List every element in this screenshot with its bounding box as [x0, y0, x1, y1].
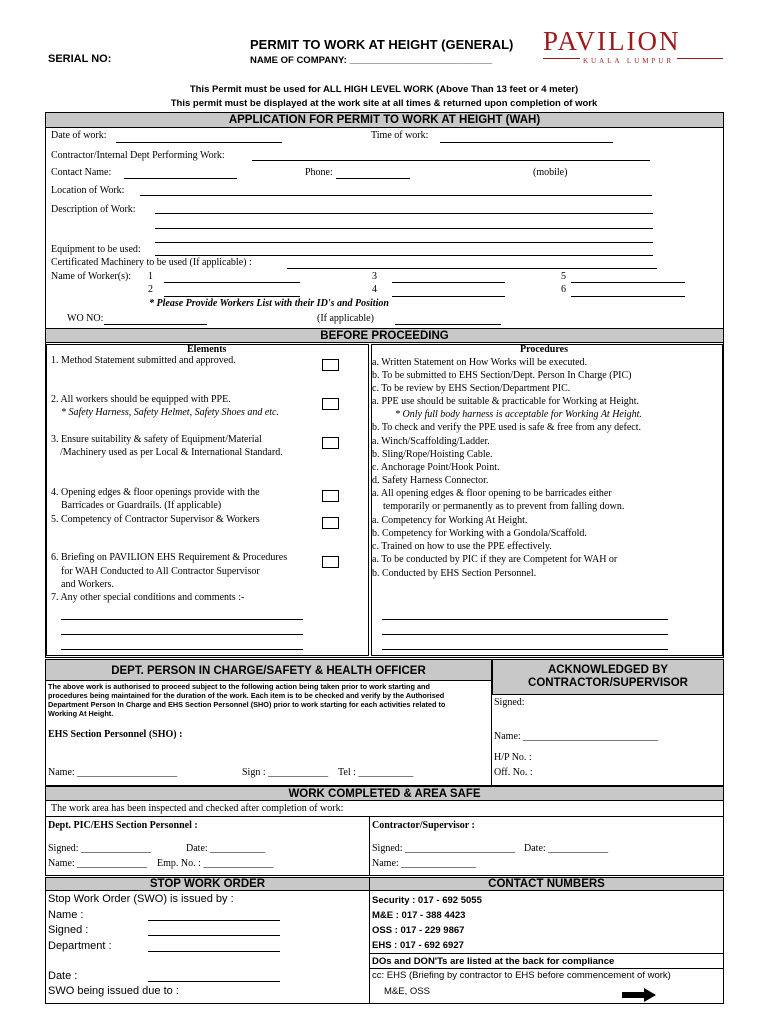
swo-date-field[interactable]: [148, 981, 280, 982]
procedure-13: a. Competency for Working At Height.: [372, 515, 528, 526]
element-6: 6. Briefing on PAVILION EHS Requirement & Procedures: [51, 552, 288, 563]
comments-line-3[interactable]: [61, 649, 303, 650]
swo-band: STOP WORK ORDER: [45, 877, 370, 891]
swo-signed-field[interactable]: [148, 935, 280, 936]
swo-name-label: Name :: [48, 909, 84, 921]
procedure-comments-line-1[interactable]: [382, 619, 668, 620]
date-of-work-field[interactable]: [116, 142, 282, 143]
completed-right-date[interactable]: Date: ____________: [524, 843, 609, 854]
procedure-comments-line-2[interactable]: [382, 634, 668, 635]
if-applicable-label: (If applicable): [317, 313, 374, 324]
completed-left-header: Dept. PIC/EHS Section Personnel :: [48, 820, 198, 831]
date-of-work-label: Date of work:: [51, 130, 107, 141]
arrow-right-icon: [622, 988, 656, 1002]
procedure-12: temporarily or permanently as to prevent from falling down.: [383, 501, 625, 512]
phone-label: Phone:: [305, 167, 333, 178]
mobile-label: (mobile): [533, 167, 568, 178]
element-4-cont: Barricades or Guardrails. (If applicable): [61, 500, 222, 511]
description-field-3[interactable]: [155, 242, 653, 243]
dept-paragraph-3: Department Person In Charge and EHS Section Personnel (SHO) prior to work starting for each activities related to: [48, 700, 446, 709]
procedure-9: c. Anchorage Point/Hook Point.: [372, 462, 500, 473]
dept-band: DEPT. PERSON IN CHARGE/SAFETY & HEALTH OFFICER: [45, 659, 492, 681]
sho-label: EHS Section Personnel (SHO) :: [48, 729, 183, 740]
completed-right-header: Contractor/Supervisor :: [372, 820, 475, 831]
serial-label: SERIAL NO:: [48, 53, 112, 65]
comments-line-1[interactable]: [61, 619, 303, 620]
equipment-field[interactable]: [155, 255, 653, 256]
worker-field-2[interactable]: [164, 296, 300, 297]
ack-name[interactable]: Name: ___________________________: [494, 731, 659, 742]
application-band: APPLICATION FOR PERMIT TO WORK AT HEIGHT (WAH): [45, 112, 724, 128]
description-label: Description of Work:: [51, 204, 136, 215]
comments-line-2[interactable]: [61, 634, 303, 635]
swo-date-label: Date :: [48, 970, 78, 982]
worker-field-4[interactable]: [392, 296, 505, 297]
element-2-note: * Safety Harness, Safety Helmet, Safety Shoes and etc.: [61, 407, 279, 418]
worker-field-6[interactable]: [571, 296, 685, 297]
sho-sign[interactable]: Sign : ____________: [242, 767, 329, 778]
swo-issued-label: Stop Work Order (SWO) is issued by :: [48, 893, 234, 905]
completed-left-signed[interactable]: Signed: ______________: [48, 843, 152, 854]
procedure-5: * Only full body harness is acceptable for Working At Height.: [395, 409, 642, 420]
sho-tel[interactable]: Tel : ___________: [338, 767, 414, 778]
swo-department-label: Department :: [48, 940, 112, 952]
element-2: 2. All workers should be equipped with PPE.: [51, 394, 231, 405]
location-field[interactable]: [140, 195, 652, 196]
element-7: 7. Any other special conditions and comments :-: [51, 592, 245, 603]
element-5: 5. Competency of Contractor Supervisor & Workers: [51, 514, 260, 525]
completed-divider: [369, 817, 370, 876]
contact-ehs: EHS : 017 - 692 6927: [372, 940, 464, 951]
description-field-2[interactable]: [155, 228, 653, 229]
procedure-7: a. Winch/Scaffolding/Ladder.: [372, 436, 490, 447]
procedure-11: a. All opening edges & floor opening to be barricades either: [372, 488, 612, 499]
dept-paragraph-4: Working At Height.: [48, 709, 114, 718]
procedure-1: a. Written Statement on How Works will be executed.: [372, 357, 588, 368]
element-6-checkbox[interactable]: [322, 556, 339, 568]
dept-divider: [491, 681, 492, 786]
completed-left-date[interactable]: Date: ___________: [186, 843, 266, 854]
completed-left-name[interactable]: Name: ______________: [48, 858, 148, 869]
contacts-band: CONTACT NUMBERS: [369, 877, 724, 891]
form-title: PERMIT TO WORK AT HEIGHT (GENERAL): [250, 37, 514, 52]
contractor-field[interactable]: [252, 160, 650, 161]
company-label: NAME OF COMPANY: ___________________________: [250, 55, 493, 66]
machinery-label: Certificated Machinery to be used (If applicable) :: [51, 257, 252, 268]
completed-rule: [45, 816, 724, 817]
contact-name-field[interactable]: [124, 178, 237, 179]
element-4: 4. Opening edges & floor openings provide with the: [51, 487, 260, 498]
ack-band-line1: ACKNOWLEDGED BY: [547, 664, 669, 676]
worker-field-5[interactable]: [571, 282, 685, 283]
contact-me: M&E : 017 - 388 4423: [372, 910, 466, 921]
procedure-2: b. To be submitted to EHS Section/Dept. Person In Charge (PIC): [372, 370, 632, 381]
element-1-checkbox[interactable]: [322, 359, 339, 371]
equipment-label: Equipment to be used:: [51, 244, 141, 255]
swo-due-label: SWO being issued due to :: [48, 985, 179, 997]
ack-band-line2: CONTRACTOR/SUPERVISOR: [528, 677, 688, 689]
workers-note: * Please Provide Workers List with their ID's and Position: [149, 298, 389, 309]
element-3-checkbox[interactable]: [322, 437, 339, 449]
logo-sub: KUALA LUMPUR: [580, 57, 677, 65]
worker-field-3[interactable]: [392, 282, 505, 283]
contacts-rule-2: [370, 968, 724, 969]
phone-field[interactable]: [336, 178, 410, 179]
contact-cc: cc: EHS (Briefing by contractor to EHS before commencement of work): [372, 970, 671, 981]
procedure-15: c. Trained on how to use the PPE effectively.: [372, 541, 552, 552]
contact-cc2: M&E, OSS: [384, 986, 430, 997]
procedure-3: c. To be review by EHS Section/Department PIC.: [372, 383, 571, 394]
procedures-header: Procedures: [520, 344, 568, 355]
element-2-checkbox[interactable]: [322, 398, 339, 410]
element-4-checkbox[interactable]: [322, 490, 339, 502]
swo-divider: [369, 891, 370, 1004]
dept-paragraph: [48, 682, 445, 718]
completed-left-emp[interactable]: Emp. No. : ______________: [157, 858, 274, 869]
contact-dos: DOs and DON'Ts are listed at the back for compliance: [372, 956, 615, 967]
time-of-work-field[interactable]: [440, 142, 613, 143]
elements-header: Elements: [187, 344, 227, 355]
worker-field-1[interactable]: [164, 282, 300, 283]
worker-num-2: 2: [148, 284, 153, 295]
element-3: 3. Ensure suitability & safety of Equipment/Material: [51, 434, 262, 445]
procedure-8: b. Sling/Rope/Hoisting Cable.: [372, 449, 493, 460]
sho-name[interactable]: Name: ____________________: [48, 767, 178, 778]
completed-right-signed[interactable]: Signed: ______________________: [372, 843, 516, 854]
contractor-label: Contractor/Internal Dept Performing Work:: [51, 150, 225, 161]
worker-num-1: 1: [148, 271, 153, 282]
contact-security: Security : 017 - 692 5055: [372, 895, 482, 906]
element-3-cont: /Machinery used as per Local & International Standard.: [60, 447, 283, 458]
pavilion-logo: [540, 26, 726, 70]
ack-hp[interactable]: H/P No. :: [494, 752, 532, 763]
location-label: Location of Work:: [51, 185, 125, 196]
description-field-1[interactable]: [155, 213, 653, 214]
completed-statement: The work area has been inspected and checked after completion of work:: [51, 803, 344, 814]
worker-num-3: 3: [372, 271, 377, 282]
time-of-work-label: Time of work:: [371, 130, 429, 141]
note-high-level: This Permit must be used for ALL HIGH LEVEL WORK (Above Than 13 feet or 4 meter): [189, 84, 579, 95]
completed-right-name[interactable]: Name: _______________: [372, 858, 477, 869]
procedure-17: b. Conducted by EHS Section Personnel.: [372, 568, 537, 579]
ack-band: [492, 659, 724, 695]
element-6-cont2: and Workers.: [61, 579, 114, 590]
ack-off[interactable]: Off. No. :: [494, 767, 533, 778]
procedure-16: a. To be conducted by PIC if they are Competent for WAH or: [372, 554, 618, 565]
before-proceeding-band: BEFORE PROCEEDING: [45, 328, 724, 343]
procedure-comments-line-3[interactable]: [382, 649, 668, 650]
procedure-6: b. To check and verify the PPE used is safe & free from any defect.: [372, 422, 642, 433]
wo-no-field[interactable]: [104, 324, 207, 325]
contact-name-label: Contact Name:: [51, 167, 112, 178]
dept-paragraph-2: procedures being maintained for the duration of the work. Each item is to be checked and verify by the Authorised: [48, 691, 445, 700]
swo-department-field[interactable]: [148, 951, 280, 952]
logo-text: PAVILION: [543, 26, 681, 56]
wo-no-label: WO NO:: [67, 313, 104, 324]
contact-oss: OSS : 017 - 229 9867: [372, 925, 465, 936]
machinery-field[interactable]: [287, 268, 657, 269]
worker-num-6: 6: [561, 284, 566, 295]
swo-signed-label: Signed :: [48, 924, 89, 936]
worker-num-4: 4: [372, 284, 377, 295]
element-5-checkbox[interactable]: [322, 517, 339, 529]
procedure-10: d. Safety Harness Connector.: [372, 475, 489, 486]
workers-label: Name of Worker(s):: [51, 271, 132, 282]
element-1: 1. Method Statement submitted and approved.: [51, 355, 236, 366]
if-applicable-field[interactable]: [395, 324, 501, 325]
procedure-14: b. Competency for Working with a Gondola/Scaffold.: [372, 528, 587, 539]
procedure-4: a. PPE use should be suitable & practicable for Working at Height.: [372, 396, 640, 407]
note-display: This permit must be displayed at the work site at all times & returned upon completion of work: [170, 98, 598, 109]
contacts-rule-1: [370, 953, 724, 954]
element-6-cont: for WAH Conducted to All Contractor Supervisor: [61, 566, 260, 577]
ack-signed[interactable]: Signed:: [494, 697, 525, 708]
completed-band: WORK COMPLETED & AREA SAFE: [45, 786, 724, 801]
swo-name-field[interactable]: [148, 920, 280, 921]
dept-paragraph-1: The above work is authorised to proceed subject to the following action being taken prior to work starting and: [48, 682, 430, 691]
worker-num-5: 5: [561, 271, 566, 282]
